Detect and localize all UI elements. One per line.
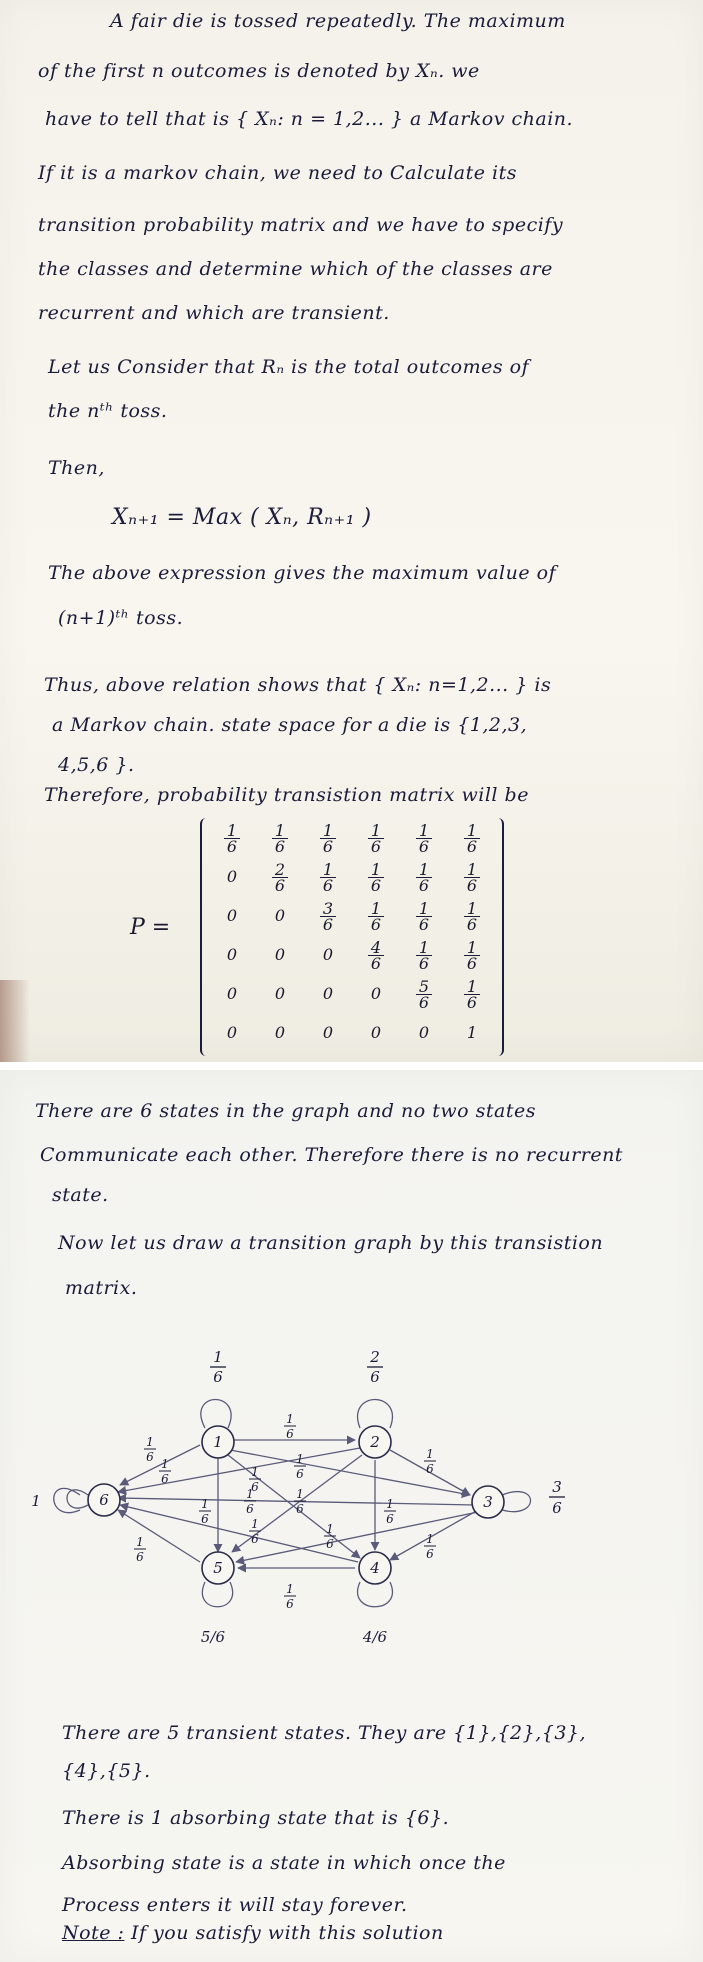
matrix-row [202, 896, 502, 935]
edge-label-den: 6 [251, 1480, 259, 1494]
edge-label-den: 6 [136, 1550, 144, 1564]
matrix-cell: $\frac{2}{6}$ [260, 860, 300, 893]
text-line: There are 5 transient states. They are {1},{2},{3}, [62, 1722, 587, 1744]
formula: Xₙ₊₁ = Max ( Xₙ, Rₙ₊₁ ) [112, 505, 372, 530]
matrix-cell: $\frac{1}{6}$ [452, 821, 492, 854]
matrix-cell: $\frac{4}{6}$ [356, 938, 396, 971]
edge-label-den: 6 [296, 1467, 304, 1481]
text-line: transition probability matrix and we have to specify [38, 214, 564, 236]
loop-label-2-num: 2 [370, 1348, 380, 1366]
matrix-cell: 0 [226, 867, 238, 886]
node-label: 3 [483, 1493, 493, 1511]
matrix-cell: $\frac{1}{6}$ [452, 938, 492, 971]
matrix-row [202, 857, 502, 896]
loop-label-6: 1 [31, 1492, 41, 1510]
edge-3-4 [390, 1510, 478, 1560]
matrix-cell: 0 [226, 906, 238, 925]
matrix-cell: $\frac{1}{6}$ [404, 860, 444, 893]
text-line: Now let us draw a transition graph by this transistion [58, 1232, 604, 1254]
text-line: There is 1 absorbing state that is {6}. [62, 1807, 450, 1829]
text-line: There are 6 states in the graph and no two states [35, 1100, 536, 1122]
edge-label-den: 6 [246, 1502, 254, 1516]
loop-label-3-num: 3 [552, 1478, 562, 1496]
edge-label-num: 1 [146, 1435, 154, 1449]
text-line: Let us Consider that Rₙ is the total outcomes of [48, 356, 530, 378]
self-loop-3 [502, 1492, 531, 1512]
text-line: Communicate each other. Therefore there is no recurrent [40, 1144, 623, 1166]
matrix-cell: 1 [466, 1023, 478, 1042]
edge-label-num: 1 [296, 1487, 304, 1501]
loop-label-5: 5/6 [200, 1628, 226, 1646]
self-loop-1 [201, 1400, 231, 1429]
loop-label-4: 4/6 [362, 1628, 388, 1646]
edge-label-num: 1 [201, 1497, 209, 1511]
matrix-cell: $\frac{1}{6}$ [308, 860, 348, 893]
note-label: Note : [62, 1922, 125, 1944]
edge-label-den: 6 [286, 1427, 294, 1441]
matrix-cell: 0 [322, 1023, 334, 1042]
matrix-cell: 0 [322, 945, 334, 964]
edge-label-num: 1 [286, 1582, 294, 1596]
matrix-cell: $\frac{1}{6}$ [452, 899, 492, 932]
loop-label-3-den: 6 [552, 1499, 562, 1517]
text-line: Thus, above relation shows that { Xₙ: n=1,2... } is [44, 674, 552, 696]
matrix-cell: 0 [226, 984, 238, 1003]
text-line: {4},{5}. [62, 1760, 151, 1782]
edge-label-num: 1 [136, 1535, 144, 1549]
edge-1-3 [230, 1450, 470, 1495]
transition-graph [0, 1310, 703, 1730]
node-label: 5 [213, 1559, 223, 1577]
node-label: 1 [213, 1433, 223, 1451]
edge-label-den: 6 [426, 1547, 434, 1561]
text-line: Absorbing state is a state in which once the [62, 1852, 506, 1874]
matrix-cell: $\frac{1}{6}$ [356, 899, 396, 932]
edge-5-6 [118, 1510, 200, 1562]
text-line: of the first n outcomes is denoted by Xₙ. we [38, 60, 480, 82]
edge-3-5 [236, 1512, 478, 1562]
matrix-cell: 0 [274, 984, 286, 1003]
self-loop-4 [358, 1582, 393, 1607]
matrix-cell: 0 [226, 945, 238, 964]
self-loop-2 [358, 1400, 393, 1429]
edge-label-den: 6 [201, 1512, 209, 1526]
loop-label-1-num: 1 [213, 1348, 223, 1366]
matrix-cell: 0 [274, 906, 286, 925]
node-label: 6 [99, 1491, 109, 1509]
text-line: the classes and determine which of the classes are [38, 258, 553, 280]
text-line: (n+1)ᵗʰ toss. [58, 607, 184, 629]
page-2 [0, 1070, 703, 1962]
edge-label-num: 1 [251, 1465, 259, 1479]
transition-matrix [200, 818, 504, 1056]
matrix-cell: $\frac{1}{6}$ [404, 938, 444, 971]
matrix-row [202, 974, 502, 1013]
edge-label-den: 6 [251, 1532, 259, 1546]
node-label: 2 [370, 1433, 380, 1451]
edge-label-den: 6 [286, 1597, 294, 1611]
edge-label-num: 1 [286, 1412, 294, 1426]
edge-label-num: 1 [426, 1532, 434, 1546]
page-shadow [0, 980, 30, 1062]
text-line: matrix. [65, 1277, 138, 1299]
text-line: recurrent and which are transient. [38, 302, 390, 324]
matrix-cell: $\frac{5}{6}$ [404, 977, 444, 1010]
matrix-cell: 0 [322, 984, 334, 1003]
matrix-cell: $\frac{3}{6}$ [308, 899, 348, 932]
matrix-row [202, 935, 502, 974]
edge-label-num: 1 [296, 1452, 304, 1466]
text-line: If it is a markov chain, we need to Calculate its [38, 162, 518, 184]
text-line: 4,5,6 }. [58, 754, 135, 776]
note-line [62, 1920, 444, 1946]
matrix-cell: 0 [226, 1023, 238, 1042]
text-line: a Markov chain. state space for a die is {1,2,3, [52, 714, 528, 736]
text-line: state. [52, 1184, 109, 1206]
self-loop-6 [67, 1490, 88, 1508]
matrix-cell: 0 [370, 1023, 382, 1042]
matrix-cell: 0 [370, 984, 382, 1003]
matrix-cell: 0 [274, 945, 286, 964]
edge-label-num: 1 [246, 1487, 254, 1501]
matrix-cell: $\frac{1}{6}$ [404, 899, 444, 932]
edge-label-num: 1 [161, 1457, 169, 1471]
matrix-cell: $\frac{1}{6}$ [212, 821, 252, 854]
matrix-cell: $\frac{1}{6}$ [260, 821, 300, 854]
self-loop-5 [202, 1582, 232, 1607]
edge-label-den: 6 [146, 1450, 154, 1464]
matrix-cell: $\frac{1}{6}$ [404, 821, 444, 854]
loop-label-1-den: 6 [213, 1368, 223, 1386]
matrix-cell: $\frac{1}{6}$ [452, 977, 492, 1010]
matrix-cell: $\frac{1}{6}$ [356, 821, 396, 854]
text-line: Process enters it will stay forever. [62, 1894, 408, 1916]
edge-2-6 [118, 1448, 360, 1492]
edge-label-num: 1 [251, 1517, 259, 1531]
edge-label-den: 6 [296, 1502, 304, 1516]
edge-label-num: 1 [326, 1522, 334, 1536]
matrix-cell: $\frac{1}{6}$ [356, 860, 396, 893]
text-line: the nᵗʰ toss. [48, 400, 168, 422]
matrix-label: P = [130, 915, 171, 940]
edge-label-den: 6 [161, 1472, 169, 1486]
text-line: Then, [48, 457, 105, 479]
loop-label-2-den: 6 [370, 1368, 380, 1386]
node-label: 4 [370, 1559, 380, 1577]
edge-label-den: 6 [426, 1462, 434, 1476]
matrix-row [202, 818, 502, 857]
edge-label-num: 1 [386, 1497, 394, 1511]
matrix-cell: 0 [418, 1023, 430, 1042]
matrix-row [202, 1013, 502, 1052]
edge-label-num: 1 [426, 1447, 434, 1461]
text-line: Therefore, probability transistion matrix will be [44, 784, 529, 806]
matrix-cell: $\frac{1}{6}$ [308, 821, 348, 854]
matrix-cell: $\frac{1}{6}$ [452, 860, 492, 893]
text-line: The above expression gives the maximum value of [48, 562, 557, 584]
edge-label-den: 6 [326, 1537, 334, 1551]
note-text: If you satisfy with this solution [130, 1922, 444, 1944]
text-line: have to tell that is { Xₙ: n = 1,2... } a Markov chain. [45, 108, 574, 130]
matrix-cell: 0 [274, 1023, 286, 1042]
text-line: A fair die is tossed repeatedly. The maximum [110, 10, 566, 32]
edge-label-den: 6 [386, 1512, 394, 1526]
